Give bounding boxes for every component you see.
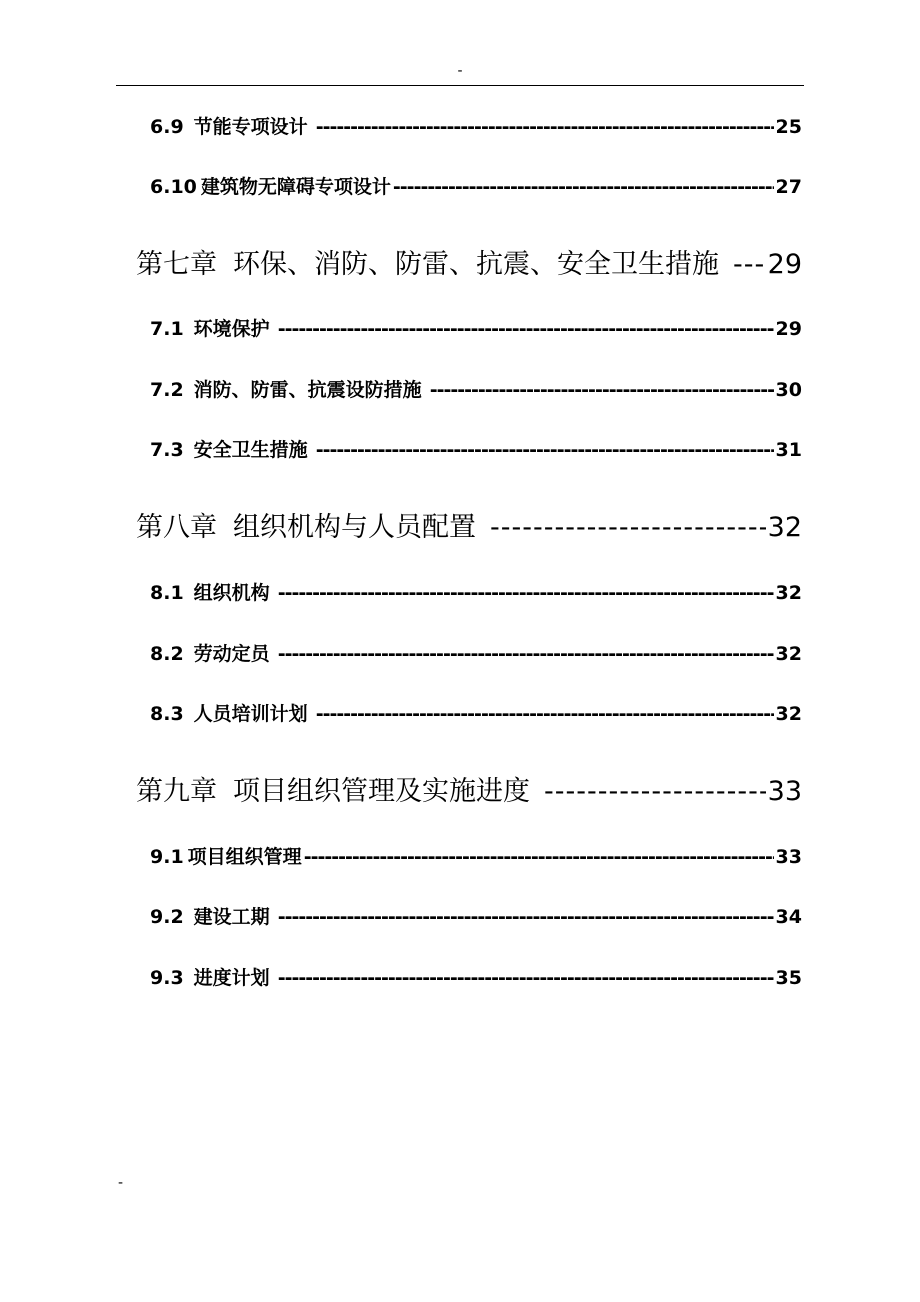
toc-chapter-page: 33	[767, 776, 802, 807]
toc-entry-9-3[interactable]	[150, 963, 802, 989]
toc-entry-title: 组织机构	[193, 582, 270, 604]
toc-entry-7-2[interactable]	[150, 375, 802, 401]
header-rule	[116, 85, 804, 86]
toc-dot-leader	[316, 439, 774, 461]
toc-entry-8-3[interactable]	[150, 699, 802, 725]
toc-entry-title: 建筑物无障碍专项设计	[200, 176, 391, 198]
toc-chapter-number: 第七章	[136, 249, 217, 280]
toc-entry-page: 32	[775, 703, 802, 725]
toc-entry-page: 32	[775, 582, 802, 604]
toc-dot-leader	[733, 249, 766, 280]
toc-entry-number: 8.3	[150, 703, 184, 725]
toc-dot-leader	[278, 582, 774, 604]
toc-entry-page: 33	[775, 846, 802, 868]
toc-entry-title: 节能专项设计	[193, 116, 308, 138]
toc-entry-page: 35	[775, 967, 802, 989]
toc-chapter-7[interactable]	[136, 242, 802, 278]
toc-chapter-number: 第八章	[136, 512, 217, 543]
toc-entry-9-1[interactable]	[150, 842, 802, 868]
toc-dot-leader	[304, 846, 774, 868]
toc-entry-9-2[interactable]	[150, 902, 802, 928]
toc-entry-page: 34	[775, 906, 802, 928]
toc-entry-number: 9.1	[150, 846, 184, 868]
toc-entry-page: 25	[775, 116, 802, 138]
toc-entry-7-1[interactable]	[150, 314, 802, 340]
toc-entry-title: 项目组织管理	[187, 846, 302, 868]
toc-dot-leader	[278, 906, 774, 928]
toc-entry-title: 环境保护	[193, 318, 270, 340]
toc-entry-page: 32	[775, 643, 802, 665]
toc-entry-number: 6.10	[150, 176, 197, 198]
toc-dot-leader	[490, 512, 766, 543]
toc-entry-number: 9.2	[150, 906, 184, 928]
toc-entry-number: 6.9	[150, 116, 184, 138]
toc-entry-page: 30	[775, 379, 802, 401]
toc-chapter-title: 环保、消防、防雷、抗震、安全卫生措施	[233, 249, 719, 280]
toc-dot-leader	[278, 643, 774, 665]
toc-dot-leader	[316, 116, 774, 138]
toc-entry-number: 7.2	[150, 379, 184, 401]
toc-entry-number: 8.2	[150, 643, 184, 665]
toc-entry-7-3[interactable]	[150, 435, 802, 461]
toc-chapter-title: 组织机构与人员配置	[233, 512, 476, 543]
toc-chapter-page: 32	[767, 512, 802, 543]
toc-entry-title: 劳动定员	[193, 643, 270, 665]
toc-entry-page: 27	[775, 176, 802, 198]
toc-entry-title: 进度计划	[193, 967, 270, 989]
toc-chapter-8[interactable]	[136, 505, 802, 541]
toc-chapter-9[interactable]	[136, 769, 802, 805]
toc-entry-page: 31	[775, 439, 802, 461]
toc-entry-title: 安全卫生措施	[193, 439, 308, 461]
toc-chapter-title: 项目组织管理及实施进度	[233, 776, 530, 807]
toc-entry-title: 人员培训计划	[193, 703, 308, 725]
page-header-mark: -	[457, 63, 463, 79]
toc-dot-leader	[278, 318, 774, 340]
toc-entry-6-10[interactable]	[150, 172, 802, 198]
toc-entry-8-2[interactable]	[150, 639, 802, 665]
page-footer-mark: -	[118, 1175, 124, 1191]
toc-dot-leader	[316, 703, 774, 725]
toc-dot-leader	[430, 379, 774, 401]
toc-dot-leader	[544, 776, 766, 807]
toc-chapter-page: 29	[767, 249, 802, 280]
toc-entry-title: 建设工期	[193, 906, 270, 928]
toc-entry-number: 7.1	[150, 318, 184, 340]
toc-entry-number: 7.3	[150, 439, 184, 461]
toc-entry-number: 9.3	[150, 967, 184, 989]
toc-entry-number: 8.1	[150, 582, 184, 604]
toc-dot-leader	[278, 967, 774, 989]
toc-dot-leader	[393, 176, 774, 198]
toc-entry-page: 29	[775, 318, 802, 340]
toc-chapter-number: 第九章	[136, 776, 217, 807]
toc-entry-6-9[interactable]	[150, 112, 802, 138]
toc-entry-title: 消防、防雷、抗震设防措施	[193, 379, 422, 401]
toc-entry-8-1[interactable]	[150, 578, 802, 604]
